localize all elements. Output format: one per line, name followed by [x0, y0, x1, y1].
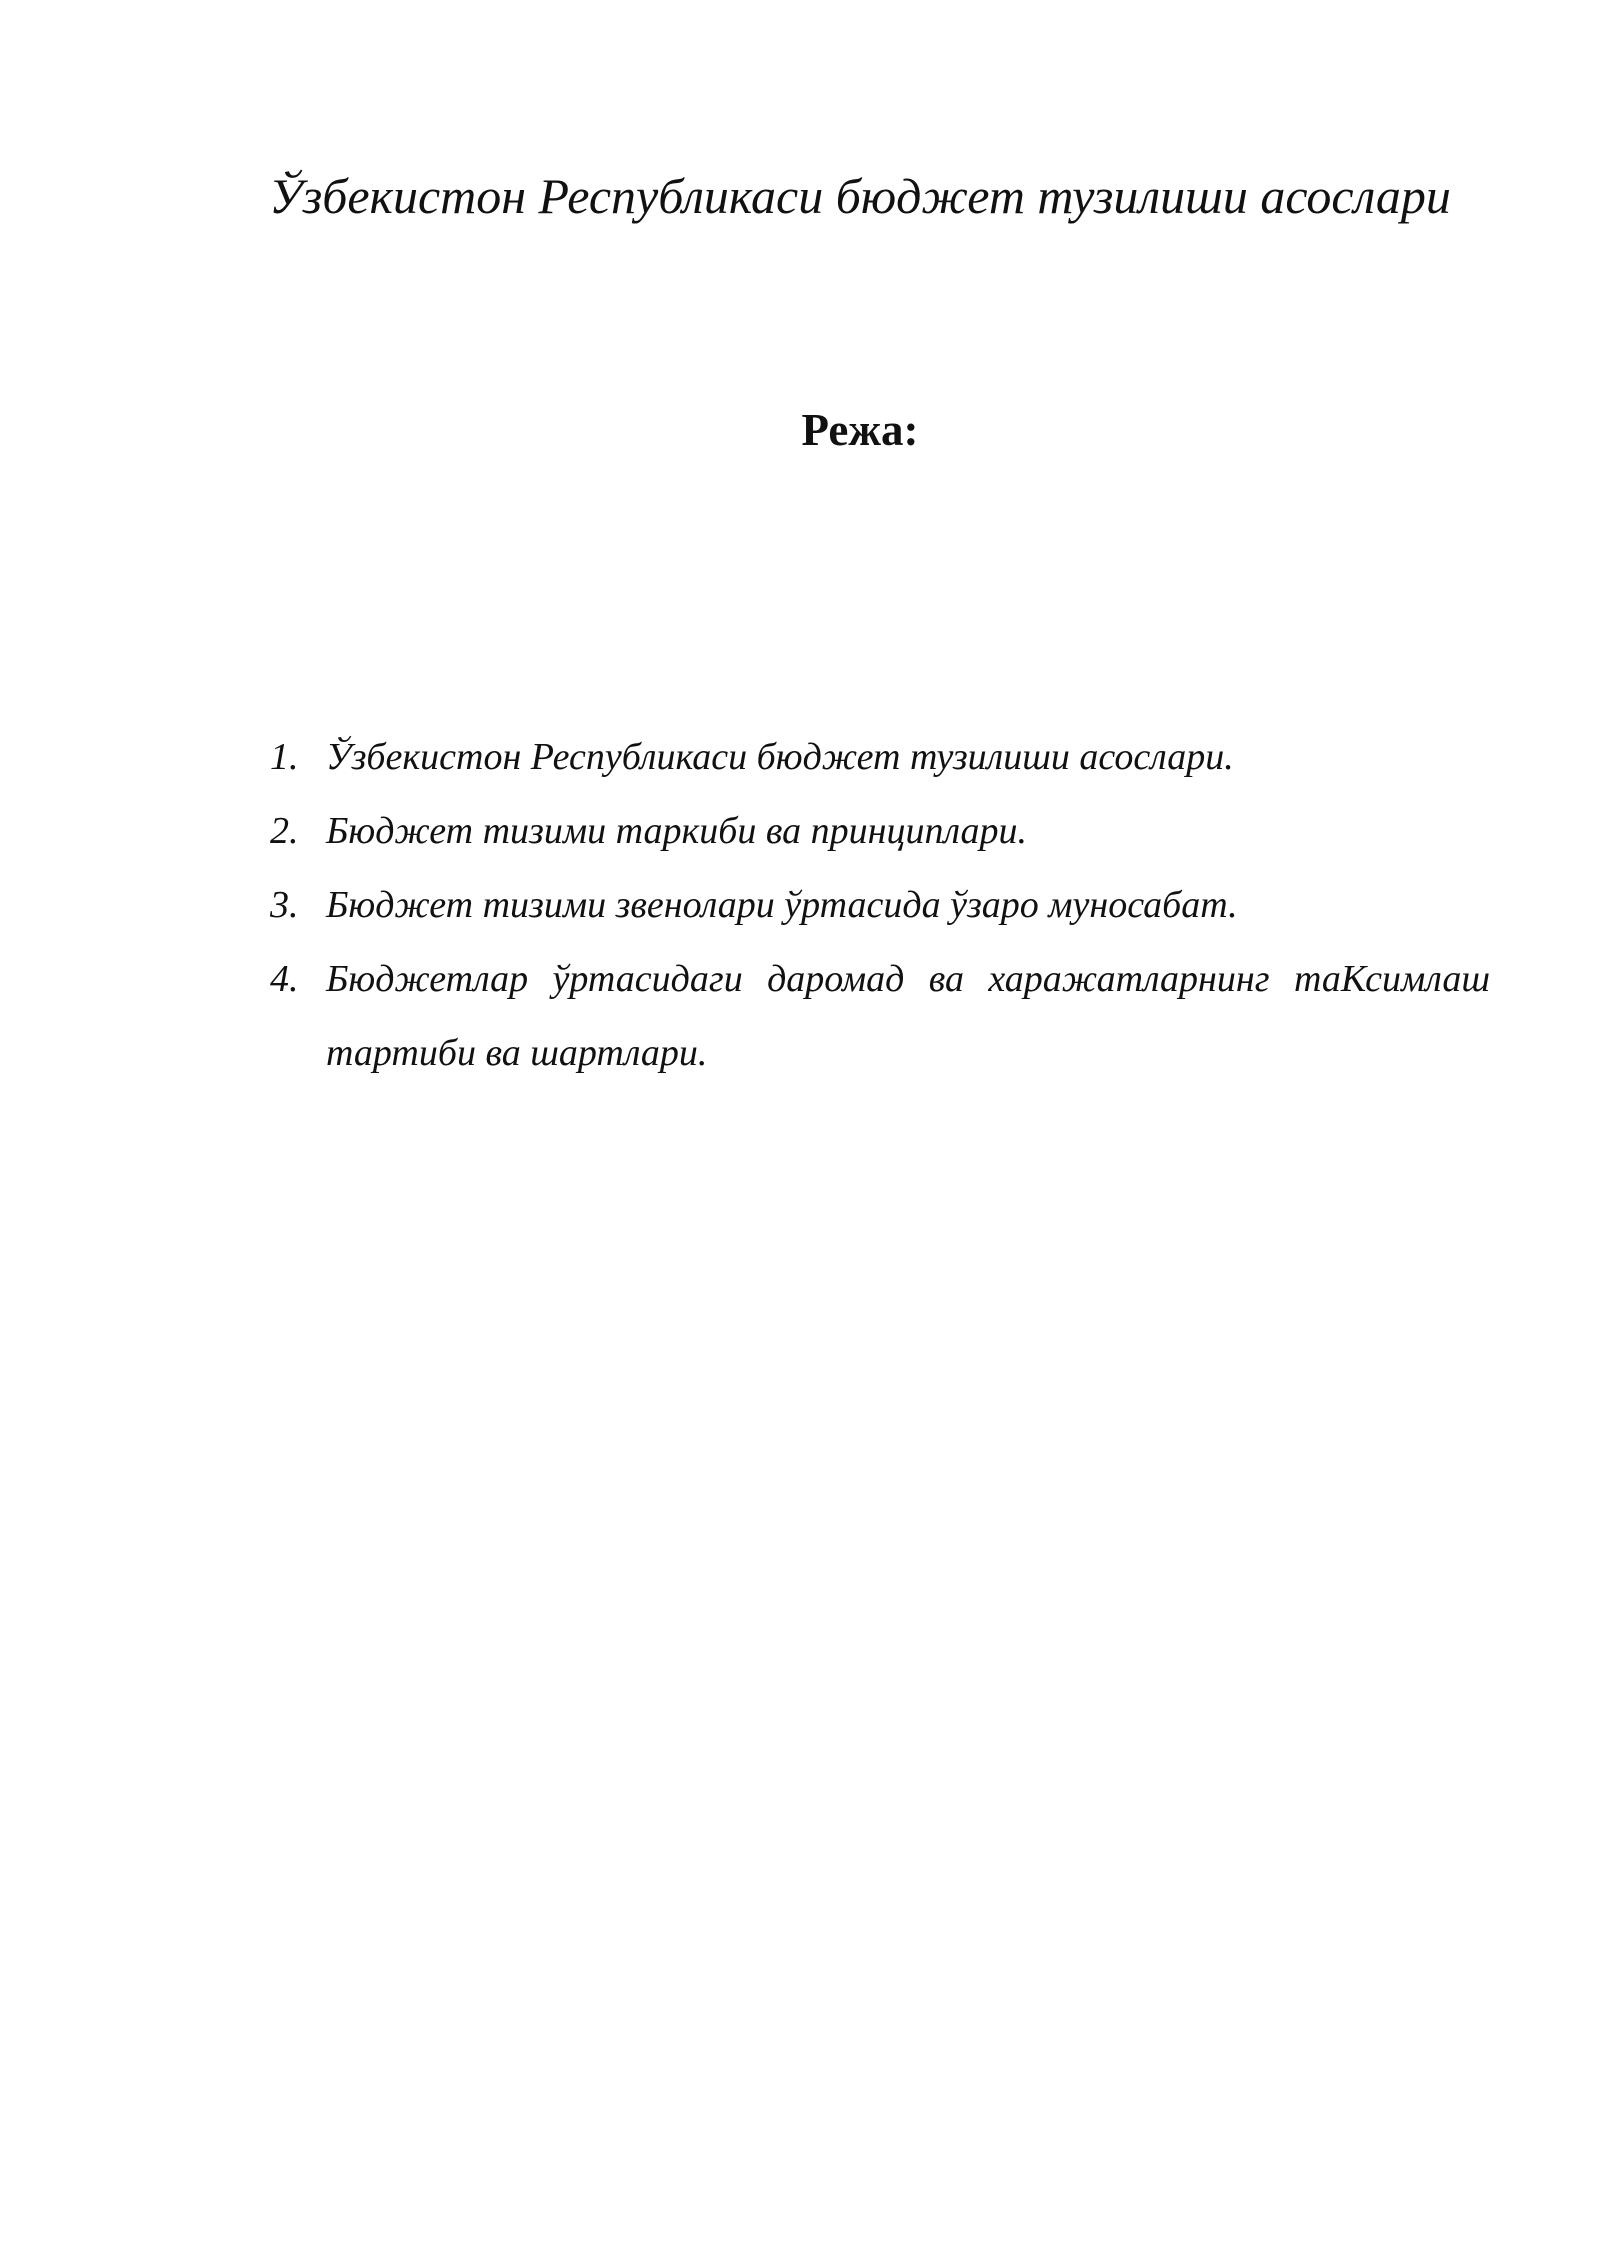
plan-item-4 [270, 942, 1490, 1090]
plan-item-text: Бюджет тизими таркиби ва принциплари. [326, 810, 1028, 852]
plan-item-number: 2. [270, 810, 299, 852]
plan-item-3 [270, 868, 1490, 942]
plan-item-number: 3. [270, 884, 299, 926]
plan-item-text: Бюджетлар ўртасидаги даромад ва харажатларнинг таКсимлаш тартиби ва шартлари. [326, 958, 1490, 1074]
plan-heading: Режа: [801, 405, 919, 455]
plan-item-text: Ўзбекистон Республикаси бюджет тузилиши асослари. [326, 736, 1234, 778]
plan-item-number: 4. [270, 958, 299, 1000]
plan-item-1 [270, 720, 1490, 794]
plan-item-2 [270, 794, 1490, 868]
plan-item-number: 1. [270, 736, 299, 778]
plan-item-text: Бюджет тизими звенолари ўртасида ўзаро муносабат. [326, 884, 1238, 926]
plan-list [270, 720, 1490, 1090]
document-title: Ўзбекистон Республикаси бюджет тузилиши асослари [269, 168, 1451, 224]
